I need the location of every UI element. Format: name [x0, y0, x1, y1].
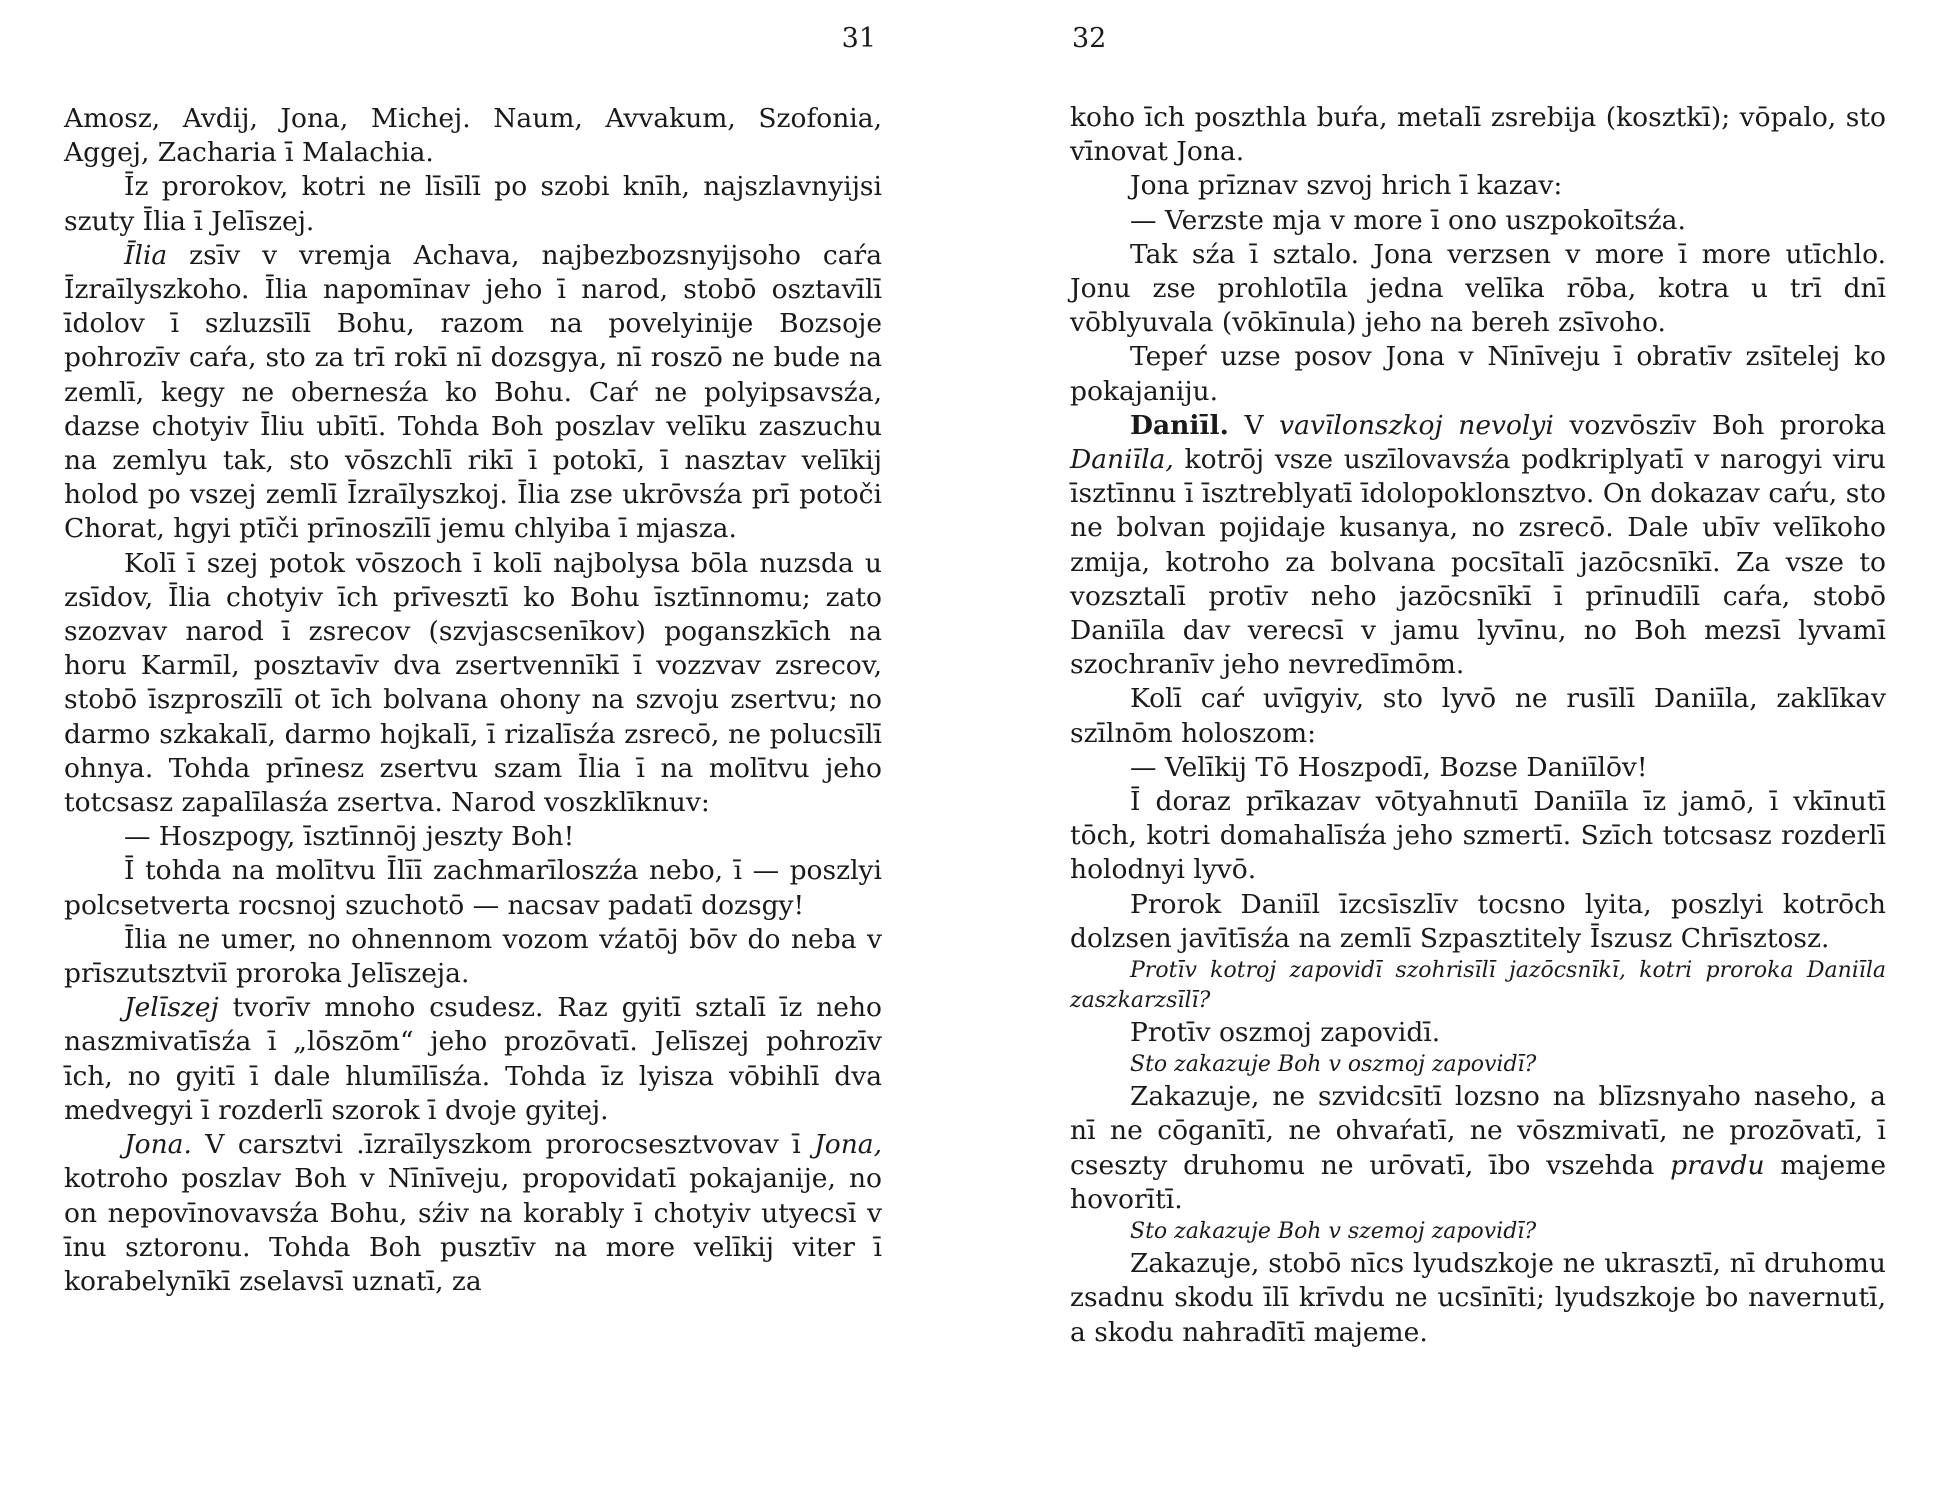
- question: Sto zakazuje Boh v szemoj zapovidī?: [1130, 1219, 1537, 1245]
- paragraph: koho īch poszthla buŕa, metalī zsrebija (kosztkī); vōpalo, sto vīnovat Jona.: [1070, 102, 1886, 168]
- section-head-jeliszej: Jelīszej: [124, 992, 219, 1024]
- quote-line: — Verzste mja v more ī ono uszpokoītsźa.: [1130, 204, 1686, 236]
- paragraph: Tepeŕ uzse posov Jona v Nīnīveju ī obratīv zsītelej ko pokajaniju.: [1070, 341, 1886, 407]
- question: Protīv kotroj zapovidī szohrisīlī jazōcsnīkī, kotri proroka Daniīla zaszkarzsīlī?: [1070, 958, 1886, 1014]
- section-head-daniil: Daniīl.: [1130, 409, 1229, 441]
- answer-text: majeme hovorītī.: [1070, 1149, 1887, 1215]
- paragraph: Kolī caŕ uvīgyiv, sto lyvō ne rusīlī Daniīla, zaklīkav szīlnōm holoszom:: [1070, 683, 1886, 749]
- paragraph-text: kotrōj vsze uszīlovavsźa podkriplyatī v narogyi viru īsztīnnu ī īsztreblyatī īdolopoklonsztvo. On dokazav caŕu, sto ne bolvan pojidaje kusanya, no zsrecō. Dale ubīv velīkoho zmija, kotroho za bolvana pocsītalī jazōcsnīkī. Za vsze to vozsztalī protīv neho jazōcsnīkī ī prīnudīlī caŕa, stobō Daniīla dav verecsī v jamu lyvīnu, no Boh mezsī lyvamī szochranīv jeho nevredīmōm.: [1070, 444, 1886, 681]
- name-daniila: Daniīla,: [1070, 444, 1174, 476]
- italic-phrase: vavīlonszkoj nevolyi: [1279, 409, 1554, 441]
- answer-text: Zakazuje, ne szvidcsītī lozsno na blīzsnyaho naseho, a nī ne cōganītī, ne ohvaŕatī, ne vōszmivatī, ne prozōvatī, ī cseszty druhomu ne urōvatī, ībo vszehda: [1070, 1081, 1886, 1181]
- answer: Protīv oszmoj zapovidī.: [1130, 1017, 1441, 1049]
- paragraph: Īz prorokov, kotri ne līsīlī po szobi knīh, najszlavnyijsi szuty Īlia ī Jelīszej.: [64, 171, 882, 237]
- italic-word: pravdu: [1670, 1149, 1765, 1181]
- section-head-jona: Jona.: [124, 1129, 192, 1161]
- page-number: 31: [841, 23, 876, 54]
- paragraph: Kolī ī szej potok vōszoch ī kolī najbolysa bōla nuzsda u zsīdov, Īlia chotyiv īch prīvesztī ko Bohu īsztīnnomu; zato szozvav narod ī zsrecov (szvjascsenīkov) poganszkīch na horu Karmīl, posztavīv dva zsertvennīkī ī vozzvav zsrecov, stobō īszproszīlī ot īch bolvana ohony na szvoju zsertvu; no darmo szkakalī, darmo hojkalī, ī rizalīsźa zsrecō, ne polucsīlī ohnya. Tohda prīnesz zsertvu szam Īlia ī na molītvu jeho totcsasz zapalīlasźa zsertva. Narod voszklīknuv:: [64, 547, 882, 819]
- question: Sto zakazuje Boh v oszmoj zapovidī?: [1130, 1052, 1537, 1078]
- paragraph: Prorok Daniīl īzcsīszlīv tocsno lyita, poszlyi kotrōch dolzsen javītīsźa na zemlī Szpasztitely Īszusz Chrīsztosz.: [1070, 888, 1886, 954]
- quote-line: — Velīkij Tō Hoszpodī, Bozse Daniīlōv!: [1130, 751, 1648, 783]
- paragraph: [1070, 409, 1886, 683]
- paragraph-text: vozvōszīv Boh proroka: [1553, 409, 1886, 441]
- paragraph: [64, 991, 882, 1128]
- answer: Zakazuje, stobō nīcs lyudszkoje ne ukrasztī, nī druhomu zsadnu skodu īlī krīvdu ne ucsīnīti; lyudszkoje bo navernutī, a skodu nahradītī majeme.: [1070, 1248, 1886, 1348]
- answer: [1070, 1080, 1886, 1217]
- paragraph: [64, 239, 882, 547]
- paragraph-text: tvorīv mnoho csudesz. Raz gyitī sztalī īz neho naszmivatīsźa ī „lōszōm“ jeho prozōvatī. Jelīszej pohrozīv īch, no gyitī ī dale hlumīlīsźa. Tohda īz lyisza vōbihlī dva medvegyi ī rozderlī szorok ī dvoje gyitej.: [64, 992, 882, 1126]
- quote-line: — Hoszpogy, īsztīnnōj jeszty Boh!: [124, 821, 575, 853]
- paragraph: Jona prīznav szvoj hrich ī kazav:: [1130, 170, 1563, 202]
- paragraph: Īlia ne umer, no ohnennom vozom vźatōj bōv do neba v prīszutsztviī proroka Jelīszeja.: [64, 923, 882, 990]
- section-head-ilia: Īlia: [124, 239, 168, 271]
- paragraph-text: V carsztvi .īzraīlyszkom prorocsesztvovav ī: [191, 1129, 815, 1161]
- left-page-body: [64, 102, 882, 1299]
- paragraph: Amosz, Avdij, Jona, Michej. Naum, Avvakum, Szofonia, Aggej, Zacharia ī Malachia.: [64, 103, 882, 169]
- page-number: 32: [1072, 23, 1107, 54]
- paragraph-text: kotroho poszlav Boh v Nīnīveju, propovidatī pokajanije, no on nepovīnovavsźa Bohu, sźiv na korably ī chotyiv utyecsī v īnu sztoronu. Tohda Boh pusztīv na more velīkij viter ī korabelynīkī zselavsī uznatī, za: [64, 1163, 882, 1297]
- paragraph: Ī tohda na molītvu Īlīī zachmarīloszźa nebo, ī — poszlyi polcsetverta rocsnoj szuchotō — nacsav padatī dozsgy!: [64, 855, 882, 921]
- paragraph: Ī doraz prīkazav vōtyahnutī Daniīla īz jamō, ī vkīnutī tōch, kotri domahalīsźa jeho szmertī. Szīch totcsasz rozderlī holodnyi lyvō.: [1070, 786, 1886, 886]
- paragraph-text: V: [1228, 409, 1280, 441]
- paragraph: [64, 1128, 882, 1299]
- right-page-body: [1070, 101, 1886, 1350]
- paragraph: Tak sźa ī sztalo. Jona verzsen v more ī more utīchlo. Jonu zse prohlotīla jedna velīka rōba, kotra u trī dnī vōblyuvala (vōkīnula) jeho na bereh zsīvoho.: [1070, 238, 1886, 339]
- name-jona: Jona,: [814, 1129, 882, 1161]
- paragraph-text: zsīv v vremja Achava, najbezbozsnyijsoho caŕa Īzraīlyszkoho. Īlia napomīnav jeho ī narod, stobō osztavīlī īdolov ī szluzsīlī Bohu, razom na povelyinije Bozsoje pohrozīv caŕa, sto za trī rokī nī dozsgya, nī roszō ne bude na zemlī, kegy ne obernesźa ko Bohu. Caŕ ne polyipsavsźa, dazse chotyiv Īliu ubītī. Tohda Boh poszlav velīku zaszuchu na zemlyu tak, sto vōszchlī rikī ī potokī, ī nasztav velīkij holod po vszej zemlī Īzraīlyszkoj. Īlia zse ukrōvsźa prī potoči Chorat, hgyi ptīči prīnoszīlī jemu chlyiba ī mjasza.: [64, 239, 882, 545]
